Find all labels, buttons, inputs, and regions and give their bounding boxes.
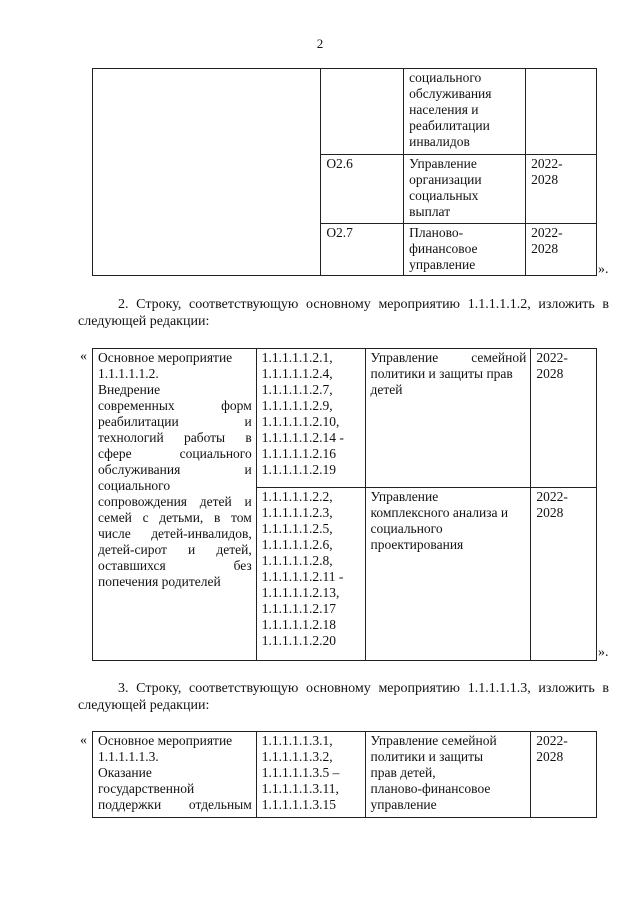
table-main-event-2 — [92, 348, 597, 661]
open-quote: « — [80, 733, 87, 748]
period-cell: 2022- 2028 — [531, 349, 597, 488]
empty-cell — [93, 69, 321, 276]
period-cell: 2022- 2028 — [531, 488, 597, 661]
page-number: 2 — [316, 36, 324, 51]
table-row — [93, 69, 597, 155]
code-cell: O2.7 — [321, 224, 404, 276]
event-cell: Основное мероприятие 1.1.1.1.1.3. Оказание государственной поддержки отдельным — [93, 732, 257, 818]
codes-cell: 1.1.1.1.1.2.1, 1.1.1.1.1.2.4, 1.1.1.1.1.2.7, 1.1.1.1.1.2.9, 1.1.1.1.1.2.10, 1.1.1.1.1.2.14 - 1.1.1.1.1.2.16 1.1.1.1.1.2.19 — [256, 349, 365, 488]
open-quote: « — [80, 349, 87, 364]
unit-cell: Планово- финансовое управление — [404, 224, 526, 276]
table-row — [93, 732, 597, 818]
code-cell — [321, 69, 404, 155]
close-quote: ». — [598, 262, 609, 277]
unit-cell: Управление организации социальных выплат — [404, 155, 526, 224]
codes-cell: 1.1.1.1.1.2.2, 1.1.1.1.1.2.3, 1.1.1.1.1.2.5, 1.1.1.1.1.2.6, 1.1.1.1.1.2.8, 1.1.1.1.1.2.11 - 1.1.1.1.1.2.13, 1.1.1.1.1.2.17 1.1.1.1.1.2.18 1.1.1.1.1.2.20 — [256, 488, 365, 661]
period-cell: 2022- 2028 — [526, 155, 597, 224]
unit-cell: Управление семейной политики и защиты прав детей — [365, 349, 531, 488]
table-main-event-3 — [92, 731, 597, 818]
paragraph-2: 2. Строку, соответствующую основному мероприятию 1.1.1.1.1.2, изложить в следующей редакции: — [78, 297, 609, 329]
paragraph-3: 3. Строку, соответствующую основному мероприятию 1.1.1.1.1.3, изложить в следующей редакции: — [78, 681, 609, 713]
period-cell: 2022- 2028 — [531, 732, 597, 818]
period-cell — [526, 69, 597, 155]
unit-cell: социального обслуживания населения и реабилитации инвалидов — [404, 69, 526, 155]
code-cell: O2.6 — [321, 155, 404, 224]
event-cell: Основное мероприятие 1.1.1.1.1.2. Внедрение современных форм реабилитации и технологий работы в сфере социального обслуживания и социального сопровождения детей и семей с детьми, в том числе детей-инвалидов, детей-сирот и детей, оставшихся без попечения родителей — [93, 349, 257, 661]
period-cell: 2022- 2028 — [526, 224, 597, 276]
codes-cell: 1.1.1.1.1.3.1, 1.1.1.1.1.3.2, 1.1.1.1.1.3.5 – 1.1.1.1.1.3.11, 1.1.1.1.1.3.15 — [256, 732, 365, 818]
unit-cell: Управление комплексного анализа и социального проектирования — [365, 488, 531, 661]
table-row — [93, 349, 597, 488]
close-quote: ». — [598, 645, 609, 660]
table-continuation — [92, 68, 597, 276]
unit-cell: Управление семейной политики и защиты прав детей, планово-финансовое управление — [365, 732, 531, 818]
